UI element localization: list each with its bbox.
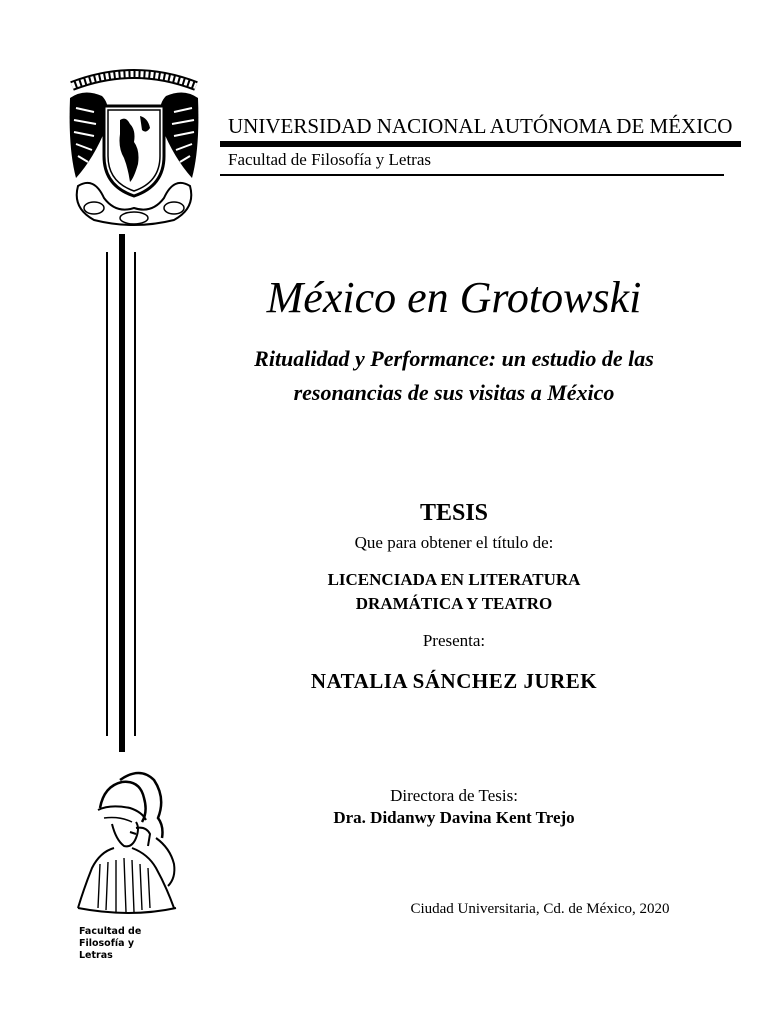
director-name: Dra. Didanwy Davina Kent Trejo [333, 808, 575, 827]
faculty-name: Facultad de Filosofía y Letras [228, 150, 432, 169]
ffyl-caption-line-2: Filosofía y [79, 938, 135, 949]
thesis-subtitle [180, 342, 728, 410]
subtitle-line-2: resonancias de sus visitas a México [293, 380, 615, 405]
purpose-text: Que para obtener el título de: [354, 533, 554, 552]
unam-seal-icon [64, 68, 204, 228]
director-label: Directora de Tesis: [390, 786, 518, 805]
thesis-title: México en Grotowski [266, 273, 642, 322]
decorative-vertical-line-right [134, 252, 136, 736]
decorative-vertical-line-left [106, 252, 108, 736]
university-name: UNIVERSIDAD NACIONAL AUTÓNOMA DE MÉXICO [228, 114, 733, 138]
athena-logo-icon [70, 768, 190, 923]
place-and-date: Ciudad Universitaria, Cd. de México, 2020 [410, 901, 670, 917]
subtitle-line-1: Ritualidad y Performance: un estudio de las [254, 346, 654, 371]
degree-line-2: DRAMÁTICA Y TEATRO [355, 594, 553, 613]
ffyl-caption-line-1: Facultad de [79, 926, 142, 937]
presents-label: Presenta: [422, 631, 486, 650]
ffyl-logo-caption [79, 926, 159, 962]
decorative-vertical-line-main [119, 234, 125, 752]
degree-line-1: LICENCIADA EN LITERATURA [327, 570, 581, 589]
document-type: TESIS [419, 500, 489, 526]
header-thin-rule [220, 174, 724, 176]
author-name: NATALIA SÁNCHEZ JUREK [310, 669, 598, 693]
header-thick-rule [220, 141, 741, 147]
ffyl-caption-line-3: Letras [79, 950, 113, 961]
degree-title [180, 568, 728, 616]
